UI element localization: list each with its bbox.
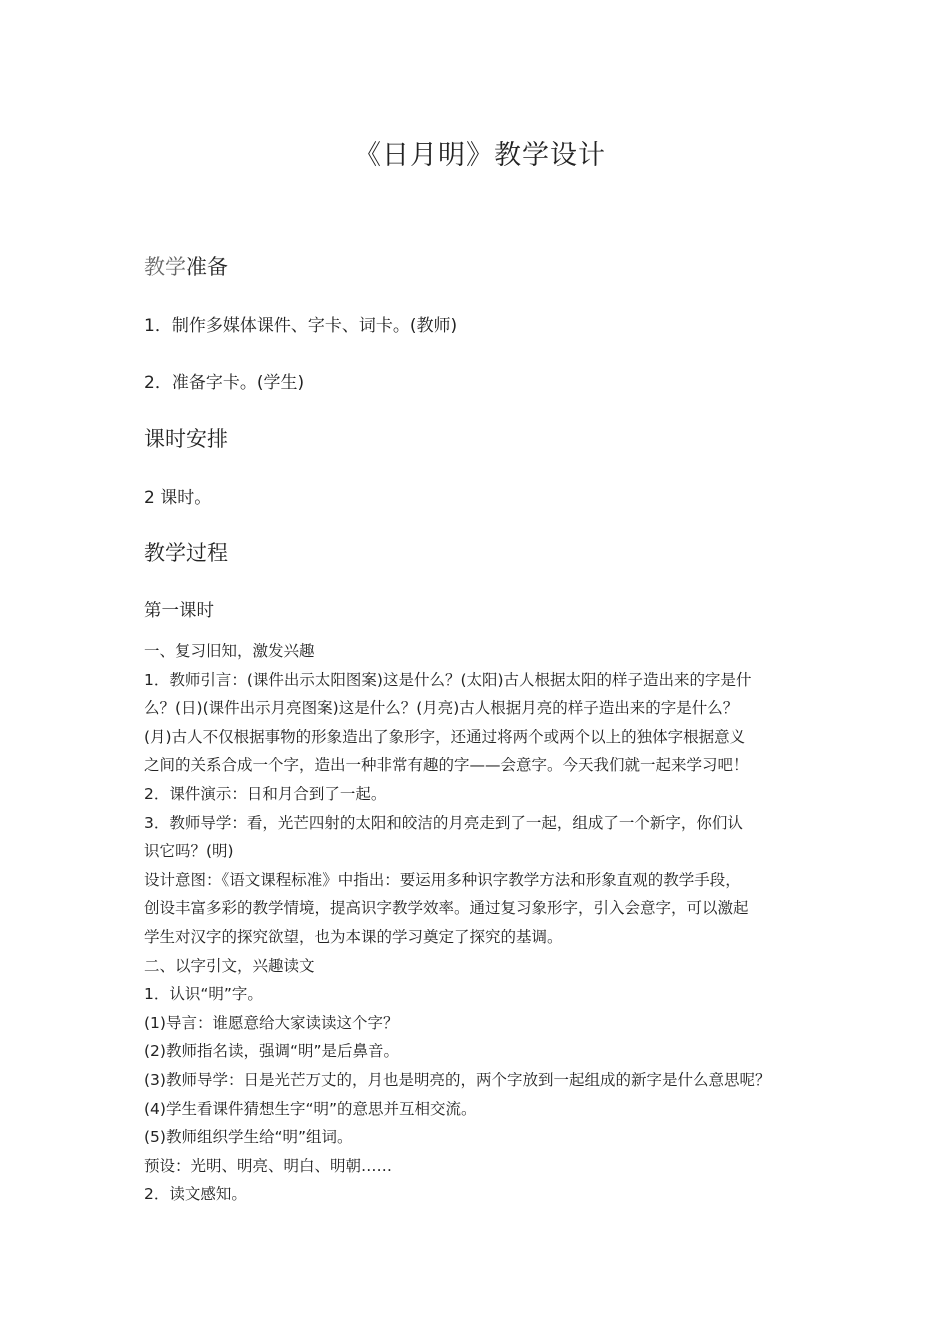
section-heading-schedule: 课时安排 bbox=[144, 427, 228, 451]
body-line: 预设：光明、明亮、明白、明朝…… bbox=[144, 1156, 393, 1175]
body-line: (4)学生看课件猜想生字“明”的意思并互相交流。 bbox=[144, 1099, 477, 1118]
section-heading-prep-part1: 教学 bbox=[144, 255, 186, 279]
section-heading-prep bbox=[144, 251, 228, 281]
body-line: 之间的关系合成一个字，造出一种非常有趣的字——会意字。今天我们就一起来学习吧！ bbox=[144, 756, 749, 775]
body-line: (2)教师指名读，强调“明”是后鼻音。 bbox=[144, 1042, 400, 1061]
document-title: 《日月明》教学设计 bbox=[354, 140, 606, 171]
body-line: 二、以字引文，兴趣读文 bbox=[144, 956, 315, 975]
section-heading-prep-part2: 准备 bbox=[186, 255, 228, 279]
body-line: 一、复习旧知，激发兴趣 bbox=[144, 642, 315, 660]
body-line: 3．教师导学：看，光芒四射的太阳和皎洁的月亮走到了一起，组成了一个新字，你们认 bbox=[144, 813, 743, 832]
body-line: (月)古人不仅根据事物的形象造出了象形字，还通过将两个或两个以上的独体字根据意义 bbox=[144, 727, 746, 746]
section-heading-process: 教学过程 bbox=[144, 541, 228, 565]
body-line: 识它吗？(明) bbox=[144, 842, 234, 861]
body-line: 1．教师引言：(课件出示太阳图案)这是什么？(太阳)古人根据太阳的样子造出来的字是什 bbox=[144, 670, 752, 689]
body-line: (1)导言：谁愿意给大家读读这个字？ bbox=[144, 1013, 399, 1032]
body-line: 2．读文感知。 bbox=[144, 1185, 247, 1204]
schedule-text: 2 课时。 bbox=[144, 488, 212, 508]
body-line: 2．课件演示：日和月合到了一起。 bbox=[144, 784, 387, 803]
body-line: 1．认识“明”字。 bbox=[144, 985, 263, 1004]
prep-item-2: 2．准备字卡。(学生) bbox=[144, 373, 305, 393]
body-line: 么？(日)(课件出示月亮图案)这是什么？(月亮)古人根据月亮的样子造出来的字是什么？ bbox=[144, 699, 739, 718]
body-line: (5)教师组织学生给“明”组词。 bbox=[144, 1128, 353, 1147]
body-line: 设计意图：《语文课程标准》中指出：要运用多种识字教学方法和形象直观的教学手段， bbox=[144, 870, 741, 889]
body-line: 学生对汉字的探究欲望，也为本课的学习奠定了探究的基调。 bbox=[144, 927, 563, 946]
process-subheading: 第一课时 bbox=[144, 601, 214, 621]
process-body bbox=[144, 637, 824, 1209]
body-line: 创设丰富多彩的教学情境，提高识字教学效率。通过复习象形字，引入会意字，可以激起 bbox=[144, 899, 749, 918]
body-line: (3)教师导学：日是光芒万丈的，月也是明亮的，两个字放到一起组成的新字是什么意思呢？ bbox=[144, 1070, 771, 1089]
prep-item-1: 1．制作多媒体课件、字卡、词卡。(教师) bbox=[144, 316, 458, 336]
